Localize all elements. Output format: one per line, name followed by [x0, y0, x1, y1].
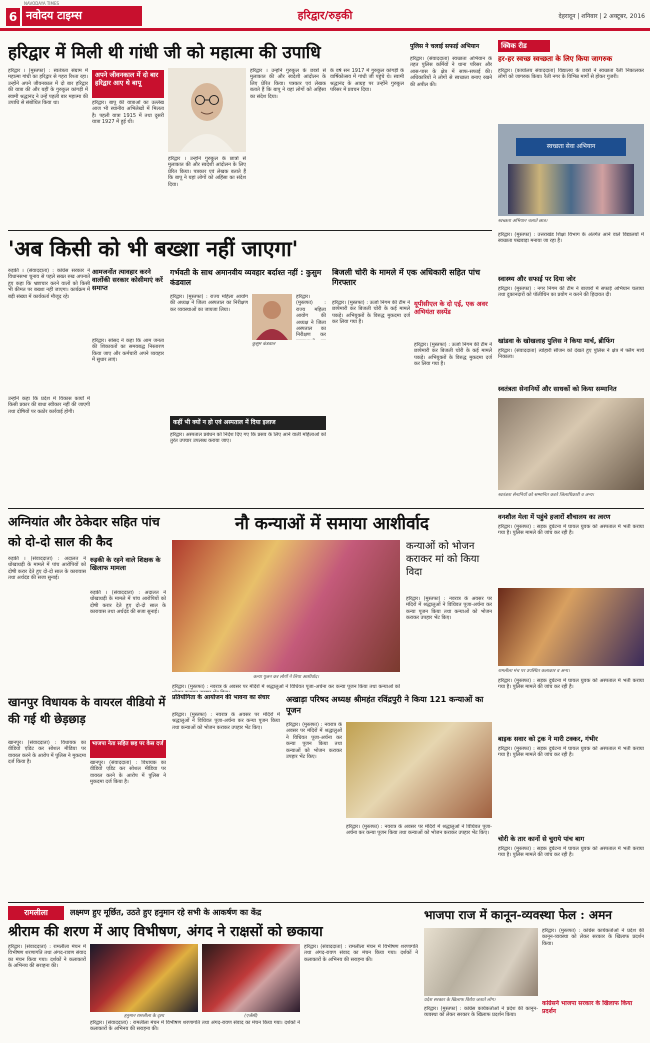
right-mid-caption: रामलीला मंच पर उपस्थित कलाकार व अन्य। — [498, 669, 570, 674]
masthead — [0, 0, 650, 32]
bjp-headline: भाजपा राज में कानून-व्यवस्था फेल : अमन — [424, 908, 612, 922]
bjp-body: हरिद्वार। (मुस्तफा) : कांग्रेस कार्यकर्ताओं ने प्रदेश की कानून-व्यवस्था को लेकर सरकार के खिलाफ प्रदर्शन किया। — [542, 928, 644, 947]
quick-read-tag: क्विक रीड — [498, 40, 550, 52]
khanpur-body: खानपुर। (संवाददाता) : विधायक का वीडियो एडिट कर सोशल मीडिया पर वायरल करने के आरोप में पुलिस ने मुकदमा दर्ज किया है। — [8, 740, 86, 766]
main-col1: रुड़की । (संवाददाता) : कांग्रेस सरकार ने विधानसभा चुनाव से पहले सख्त रुख अपनाते हुए कहा कि भ्रष्टाचार करने वालों को किसी भी कीमत पर बख्शा नहीं जाएगा। कार्यक्रम में बड़ी संख्या में कार्यकर्ता मौजूद रहे। — [8, 268, 90, 300]
gandhi-body-2b: हरिद्वार । उन्होंने गुरुकुल के छात्रों से मुलाकात की और स्वदेशी आंदोलन के लिए प्रेरित किया। पत्रकार एवं लेखक बताते हैं कि बापू ने यहां लोगों को अहिंसा का संदेश दिया। — [250, 68, 326, 100]
right-mid-head-1: वनशौल मेला में पहुंचे हजारों शौचालय का त्वरण — [498, 513, 611, 521]
quick-read-headline: हर-हर स्वच्छ स्वच्छता के लिए किया जागरुक — [498, 55, 613, 63]
main-col3: हरिद्वार। (मुस्तफा) : ऊर्जा निगम की टीम ने छापेमारी कर बिजली चोरी के कई मामले पकड़े। अभियुक्तों के विरुद्ध मुकदमा दर्ज कर लिया गया है। — [332, 300, 410, 326]
main-col3b: हरिद्वार। (मुस्तफा) : ऊर्जा निगम की टीम ने छापेमारी कर बिजली चोरी के कई मामले पकड़े। अभियुक्तों के विरुद्ध मुकदमा दर्ज कर लिया गया है। — [414, 342, 492, 368]
gandhi-body-2: हरिद्वार । उन्होंने गुरुकुल के छात्रों से मुलाकात की और स्वदेशी आंदोलन के लिए प्रेरित किया। पत्रकार एवं लेखक बताते हैं कि बापू ने यहां लोगों को अहिंसा का संदेश दिया। — [168, 156, 246, 188]
akhara-photo — [346, 722, 492, 818]
divider — [8, 902, 644, 903]
bjp-box-title: कांग्रेसने भाजपा सरकार के खिलाफ किया प्रदर्शन — [542, 1000, 633, 1015]
kanya-headline: नौ कन्याओं में समाया आशीर्वाद — [235, 514, 429, 534]
ramlila-body: हरिद्वार। (संवाददाता) : रामलीला मंचन में विभीषण शरणागति तथा अंगद-रावण संवाद का मंचन किया गया। दर्शकों ने कलाकारों के अभिनय की सराहना की। — [8, 944, 86, 970]
kanya-lower-body-3: हरिद्वार। (मुस्तफा) : नवरात्र के अवसर पर मंदिरों में श्रद्धालुओं ने विधिवत पूजा-अर्चना कर कन्या पूजन किया तथा कन्याओं को भोजन कराकर उपहार भेंट किए। — [346, 824, 492, 837]
right-head-b: खांडवा के खोखलाह पुलिस ने किया मार्च, ब्रीफिंग — [498, 337, 615, 345]
quick-read-body: हरिद्वार। (कार्यालय संवाददाता) विद्यालय के छात्रों ने स्वच्छता रैली निकालकर लोगों को जागरुक किया। रैली नगर के विभिन्न मार्गों से होकर गुजरी। — [498, 68, 644, 81]
quick-read — [498, 40, 644, 228]
kanya-lower-body-2: हरिद्वार। (मुस्तफा) : नवरात्र के अवसर पर मंदिरों में श्रद्धालुओं ने विधिवत पूजा-अर्चना कर कन्या पूजन किया तथा कन्याओं को भोजन कराकर उपहार भेंट किए। — [286, 722, 342, 761]
right-body-b: हरिद्वार। (संवाददाता) त्योहारी सीजन को देखते हुए पुलिस ने क्षेत्र में फ्लैग मार्च निकाला। — [498, 348, 644, 361]
freedom-fighters-caption: स्वतंत्रता सेनानियों को सम्मानित करते जिलाधिकारी व अन्य। — [498, 493, 595, 498]
kanya-body-strip: हरिद्वार। (मुस्तफा) : नवरात्र के अवसर पर मंदिरों में श्रद्धालुओं ने विधिवत पूजा-अर्चना कर कन्या पूजन किया तथा कन्याओं को — [172, 684, 400, 690]
main-box-body: हरिद्वार। सांसद ने कहा कि आम जनता की शिकायतों का समयबद्ध निस्तारण किया जाए और कर्मचारी अपने व्यवहार में सुधार लाएं। — [92, 338, 164, 364]
section-name: हरिद्वार/रुड़की — [297, 9, 353, 22]
gandhi-portrait — [168, 68, 246, 152]
gandhi-body-3: के वर्ष सन 1917 में गुरुकुल कांगड़ी के वार्षिकोत्सव में गांधी जी पहुंचे थे। स्वामी श्रद्धानंद के आग्रह पर उन्होंने गुरुकुल परिसर में प्रवचन दिया। — [330, 68, 404, 94]
quick-read-crowd — [508, 164, 634, 214]
freedom-fighters-photo — [498, 398, 644, 490]
right-mid-photo — [498, 588, 644, 666]
bjp-photo — [424, 928, 538, 996]
divider — [8, 230, 492, 231]
bjp-caption: प्रदेश सरकार के खिलाफ विरोध जताते लोग। — [424, 998, 496, 1003]
kanya-sub-title: प्रतियोगिता के आयोजन की भावना का संचार — [172, 694, 270, 701]
kandwal-photo — [252, 294, 292, 340]
gandhi-sidebar-title: अपने जीवनकाल में दो बार हरिद्वार आए थे बापू — [95, 71, 159, 87]
main-box2-body: हरिद्वार। अस्पताल प्रबंधन को निर्देश दिए गए कि प्रसव के लिए आने वाली महिलाओं को तुरंत उपचार उपलब्ध कराया जाए। — [170, 432, 326, 445]
main-box2 — [170, 416, 326, 430]
main-sub3: बिजली चोरी के मामले में एक अधिकारी सहित पांच गिरफ्तार — [332, 268, 481, 287]
khanpur-box — [90, 740, 166, 758]
contractor-body: रुड़की । (संवाददाता) : अदालत ने धोखाधड़ी के मामले में पांच आरोपियों को दोषी करार देते हुए दो-दो साल के कारावास तथा अर्थदंड की सजा सुनाई। — [8, 556, 86, 582]
gandhi-headline: हरिद्वार में मिली थी गांधी जी को महात्मा की उपाधि — [8, 43, 321, 63]
divider — [8, 508, 644, 509]
paper-name: नवोदय टाइम्स — [22, 6, 142, 26]
contractor-headline: अग्नियांत और ठेकेदार सहित पांच को दो-दो साल की कैद — [8, 514, 160, 549]
right-mid-body-2: हरिद्वार। (मुस्तफा) : सड़क दुर्घटना में घायल युवक को अस्पताल में भर्ती कराया गया है। पुलिस मामले की जांच कर रही है। — [498, 678, 644, 691]
ramlila-body-2: हरिद्वार। (संवाददाता) : रामलीला मंचन में विभीषण शरणागति तथा अंगद-रावण संवाद का मंचन किया गया। दर्शकों ने कलाकारों के अभिनय की सराहना की। — [304, 944, 418, 963]
main-box-title: आमजनोंत त्यावहार करने वालोंकी सरकार कोसीमाएं करें समाप्त — [92, 268, 163, 292]
right-mid-body-3: हरिद्वार। (मुस्तफा) : सड़क दुर्घटना में घायल युवक को अस्पताल में भर्ती कराया गया है। पुलिस मामले की जांच कर रही है। — [498, 746, 644, 759]
kanya-caption: कन्या पूजन कर लोगों ने लिया आशीर्वाद। — [253, 675, 319, 680]
kanya-pull-quote: कन्याओं को भोजन कराकर मां को किया विदा — [406, 541, 480, 578]
right-body-a: हरिद्वार। (मुस्तफा) : नगर निगम की टीम ने बाजारों में सफाई अभियान चलाया तथा दुकानदारों को पॉलीथिन का प्रयोग न करने की हिदायत दी। — [498, 286, 644, 299]
ramlila-body-3: हरिद्वार। (संवाददाता) : रामलीला मंचन में विभीषण शरणागति तथा अंगद-रावण संवाद का मंचन किया गया। दर्शकों ने कलाकारों के अभिनय की सराहना की। — [90, 1020, 300, 1033]
quick-read-caption: स्वच्छता अभियान चलाते छात्र। — [498, 219, 548, 224]
gandhi-sidebar-body: हरिद्वार। बापू की यात्राओं का उल्लेख आज भी स्थानीय अभिलेखों में मिलता है। पहली यात्रा 1915 में तथा दूसरी यात्रा 1927 में हुई थी। — [92, 100, 164, 126]
main-col2-side: हरिद्वार। (मुस्तफा) : राज्य महिला आयोग की अध्यक्ष ने जिला अस्पताल का निरीक्षण कर — [296, 294, 326, 339]
ramlila-tag: रामलीला — [8, 906, 64, 920]
gandhi-body-1: हरिद्वार । (मुस्तफा) : स्वतंत्रता संग्राम में महात्मा गांधी का हरिद्वार से गहरा रिश्ता रहा। उन्होंने अपने जीवनकाल में दो बार हरिद्वार की यात्रा की और यहीं के गुरुकुल कांगड़ी में स्वामी श्रद्धानंद ने उन्हें पहली बार महात्मा की उपाधि से संबोधित किया था। — [8, 68, 88, 107]
kanya-photo — [172, 540, 400, 672]
main-sub2: गर्भवती के साथ अमानवीय व्यवहार बर्दाश्त नहीं : कुसुम कंडवाल — [170, 268, 322, 287]
quick-read-banner: स्वच्छता सेवा अभियान — [516, 138, 626, 156]
main-col2: हरिद्वार। (मुस्तफा) : राज्य महिला आयोग की अध्यक्ष ने जिला अस्पताल का निरीक्षण कर व्यवस्थाओं का जायजा लिया। — [170, 294, 248, 313]
page-number: 6 — [6, 8, 20, 26]
ramlila-photo-1 — [90, 944, 198, 1012]
kanya-body: हरिद्वार। (मुस्तफा) : नवरात्र के अवसर पर मंदिरों में श्रद्धालुओं ने विधिवत पूजा-अर्चना कर कन्या पूजन किया तथा कन्याओं को भोजन कराकर उपहार भेंट किए। — [406, 596, 492, 622]
gandhi-portrait-illustration — [168, 68, 246, 152]
masthead-rule — [0, 28, 650, 31]
right-mid-body-4: हरिद्वार। (मुस्तफा) : सड़क दुर्घटना में घायल युवक को अस्पताल में भर्ती कराया गया है। पुलिस मामले की जांच कर रही है। — [498, 846, 644, 859]
police-col-title: पुलिस ने चलाई सफाई अभियान — [410, 43, 480, 50]
quick-read-photo — [498, 124, 644, 216]
bjp-body-2: हरिद्वार। (मुस्तफा) : कांग्रेस कार्यकर्ताओं ने प्रदेश की कानून-व्यवस्था को लेकर सरकार के खिलाफ प्रदर्शन किया। — [424, 1006, 538, 1019]
ramlila-caption-2: (एजेंसी) — [244, 1014, 258, 1019]
main-col1b: उन्होंने कहा कि प्रदेश में विकास कार्यों में किसी प्रकार की बाधा स्वीकार नहीं की जाएगी तथा दोषियों पर कठोर कार्रवाई होगी। — [8, 396, 90, 415]
contractor-box-title: रुड़की के रहने वाले शिक्षक के खिलाफ मामला — [90, 556, 161, 572]
police-col-body: हरिद्वार। (संवाददाता) स्वच्छता अभियान के तहत पुलिस कर्मियों ने थाना परिसर और आस-पास के क्षेत्र में साफ-सफाई की। अधिकारियों ने लोगों से स्वच्छता बनाए रखने की अपील की। — [410, 56, 492, 88]
kandwal-photo-caption: कुसुम कंडवाल — [252, 342, 276, 347]
main-box — [92, 268, 164, 336]
rally-body: हरिद्वार। (मुस्तफा) : उत्तराखंड शिक्षा विभाग के अंतर्गत आने वाले विद्यालयों में स्वच्छता पखवाड़ा मनाया जा रहा है। — [498, 232, 644, 245]
gandhi-sidebar-box — [92, 70, 164, 98]
right-head-c: स्वतंत्रता सेनानियों और साधकों को किया सम्मानित — [498, 385, 617, 393]
kanya-lower-body: हरिद्वार। (मुस्तफा) : नवरात्र के अवसर पर मंदिरों में श्रद्धालुओं ने विधिवत पूजा-अर्चना कर कन्या पूजन किया तथा कन्याओं को भोजन कराकर उपहार भेंट किए। — [172, 712, 280, 731]
ramlila-photo-2 — [202, 944, 300, 1012]
ramlila-headline: श्रीराम की शरण में आए विभीषण, अंगद ने राक्षसों को छकाया — [8, 924, 323, 940]
kanya-sub-head2: अखाड़ा परिषद अध्यक्ष श्रीमहंत रविंद्रपुरी ने किया 121 कन्याओं का पूजन — [286, 695, 484, 715]
right-head-a: स्वास्थ्य और सफाई पर दिया जोर — [498, 275, 576, 283]
main-headline: 'अब किसी को भी बख्शा नहीं जाएगा' — [8, 236, 299, 261]
khanpur-headline: खानपुर विधायक के वायरल वीडियो में की गई थी छेड़छाड़ — [8, 695, 166, 726]
right-mid-head-3: चोरी के तार कानों से चुराये पांच बाग — [498, 835, 585, 843]
contractor-body-2: रुड़की । (संवाददाता) : अदालत ने धोखाधड़ी के मामले में पांच आरोपियों को दोषी करार देते हुए दो-दो साल के कारावास तथा अर्थदंड की सजा सुनाई। — [90, 590, 166, 616]
main-box3-title: यूपीसीएल के दो एई, एक अवर अभियंता सस्पेंड — [414, 300, 488, 316]
khanpur-box-title: भाजपा नेता सहित छह पर केस दर्ज — [92, 741, 164, 747]
right-mid-head-2: बाइक सवार को ट्रक ने मारी टक्कर, गंभीर — [498, 735, 598, 743]
khanpur-body-2: खानपुर। (संवाददाता) : विधायक का वीडियो एडिट कर सोशल मीडिया पर वायरल करने के आरोप में पुलिस ने मुकदमा दर्ज किया है। — [90, 760, 166, 786]
date-line: देहरादून | शनिवार | 2 अक्टूबर, 2016 — [558, 13, 645, 20]
paper-name-small: NAVODAYA TIMES — [24, 1, 60, 6]
main-box2-title: कहीं भी क्यों न हो एवं अस्पताल में दिया इलाज — [173, 419, 276, 426]
right-mid-body-1: हरिद्वार। (मुस्तफा) : सड़क दुर्घटना में घायल युवक को अस्पताल में भर्ती कराया गया है। पुलिस मामले की जांच कर रही है। — [498, 524, 644, 537]
ramlila-tagline: लक्ष्मण हुए मूर्छित, उठते हुए हनुमान रहे सभी के आकर्षण का केंद्र — [70, 908, 262, 917]
ramlila-caption-1: हनुमान रामलीला के दृश्य — [123, 1014, 165, 1019]
kandwal-photo-illustration — [252, 294, 292, 340]
main-box3 — [414, 300, 492, 340]
